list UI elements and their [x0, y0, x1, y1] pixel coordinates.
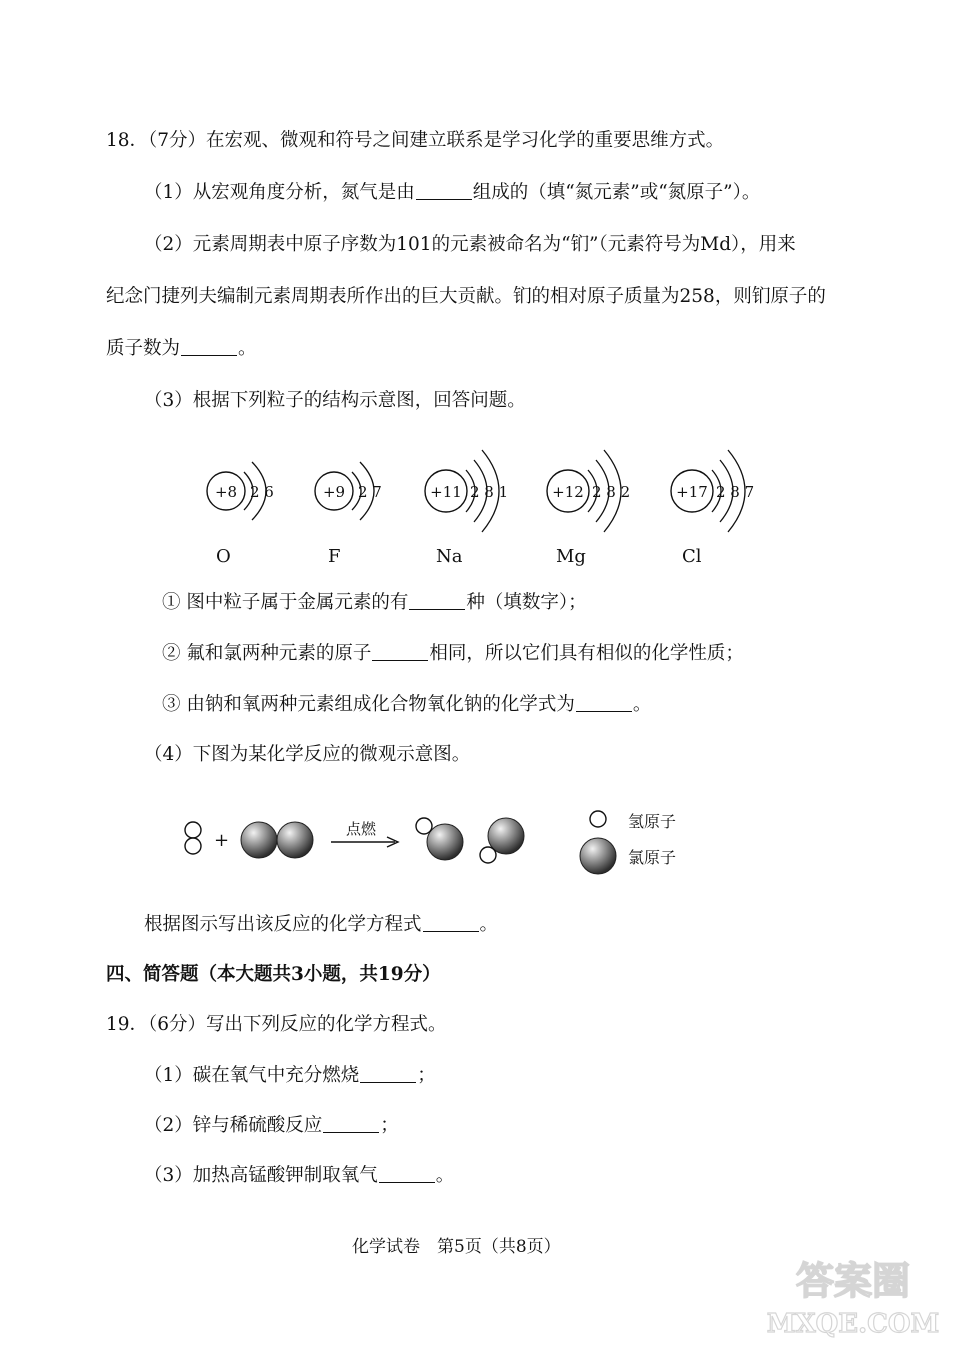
watermark-line2: MXQE.COM — [766, 1309, 940, 1339]
q18-sub2-blank[interactable] — [372, 642, 428, 661]
q18-part2-line2: 纪念门捷列夫编制元素周期表所作出的巨大贡献。钔的相对原子质量为258，则钔原子的 — [106, 286, 826, 307]
nucleus-charge: +12 — [552, 483, 584, 501]
q18-part1 — [144, 180, 760, 206]
q19-title: 19．（6分）写出下列反应的化学方程式。 — [106, 1014, 447, 1035]
q18-sub1 — [162, 590, 587, 616]
reaction-condition: 点燃 — [346, 820, 377, 838]
q19-item1-text-a: （1）碳在氧气中充分燃烧 — [144, 1065, 360, 1086]
legend-chlorine-label: 氯原子 — [628, 848, 677, 867]
electron-counts: 2 8 7 — [716, 483, 755, 501]
q18-sub1-text-b: 种（填数字）； — [466, 592, 587, 613]
watermark-line1: 答案圈 — [795, 1258, 911, 1303]
q19-item1-text-b: ； — [417, 1065, 436, 1086]
q18-sub1-text-a: ① 图中粒子属于金属元素的有 — [162, 592, 409, 613]
atom-diagram-magnesium — [547, 450, 630, 532]
q19-item2 — [144, 1113, 399, 1139]
q18-part4-blank[interactable] — [423, 913, 479, 932]
hydrogen-atom — [480, 847, 496, 863]
q19-item1-blank[interactable] — [360, 1064, 416, 1083]
electron-counts: 2 7 — [358, 483, 382, 501]
hydrogen-atom — [416, 818, 432, 834]
q18-sub2-text-b: 相同，所以它们具有相似的化学性质； — [429, 643, 744, 664]
q19-item3-blank[interactable] — [379, 1164, 435, 1183]
hydrogen-atom — [185, 822, 201, 838]
watermark-logo — [758, 1252, 948, 1342]
q18-part1-blank[interactable] — [416, 181, 472, 200]
q18-part2-line1: （2）元素周期表中原子序数为101的元素被命名为“钔”（元素符号为Md），用来 — [144, 234, 796, 255]
q19-item1 — [144, 1063, 436, 1089]
atom-diagram-oxygen — [207, 462, 274, 520]
q18-part4-answer — [144, 912, 498, 938]
atom-structure-diagrams — [0, 440, 956, 550]
q18-sub2-text-a: ② 氟和氯两种元素的原子 — [162, 643, 372, 664]
q18-sub1-blank[interactable] — [409, 591, 465, 610]
q18-part2-line3 — [106, 336, 257, 362]
q18-part4-text-a: 根据图示写出该反应的化学方程式 — [144, 914, 422, 935]
reaction-diagram — [0, 795, 956, 895]
q18-sub2 — [162, 641, 744, 667]
q19-item2-blank[interactable] — [323, 1114, 379, 1133]
q18-sub3-text-a: ③ 由钠和氧两种元素组成化合物氧化钠的化学式为 — [162, 694, 575, 715]
atom-diagram-chlorine — [671, 450, 754, 532]
hydrogen-atom — [185, 838, 201, 854]
atom-symbol-sodium: Na — [436, 546, 463, 567]
nucleus-charge: +11 — [430, 483, 462, 501]
page-footer: 化学试卷 第5页（共8页） — [352, 1237, 561, 1257]
q18-part4: （4）下图为某化学反应的微观示意图。 — [144, 744, 471, 765]
q18-sub3-blank[interactable] — [576, 693, 632, 712]
atom-diagram-fluorine — [315, 462, 382, 520]
q18-part1-text-b: 组成的（填“氮元素”或“氮原子”）。 — [472, 182, 761, 203]
q18-part2-text-b: 。 — [238, 338, 257, 359]
chlorine-atom — [241, 822, 277, 858]
q18-title: 18．（7分）在宏观、微观和符号之间建立联系是学习化学的重要思维方式。 — [106, 130, 725, 151]
nucleus-charge: +17 — [676, 483, 708, 501]
section-4-title: 四、简答题（本大题共3小题，共19分） — [106, 964, 441, 985]
q18-sub3 — [162, 692, 651, 718]
atom-diagram-sodium — [425, 450, 508, 532]
atom-symbol-oxygen: O — [216, 546, 231, 567]
atom-symbol-chlorine: Cl — [682, 546, 702, 567]
q18-part1-text-a: （1）从宏观角度分析，氮气是由 — [144, 182, 415, 203]
legend-hydrogen-icon — [590, 811, 606, 827]
atom-symbol-fluorine: F — [328, 546, 341, 567]
legend-chlorine-icon — [580, 838, 616, 874]
electron-counts: 2 8 2 — [592, 483, 631, 501]
q18-part2-blank[interactable] — [181, 337, 237, 356]
atom-symbol-magnesium: Mg — [556, 546, 586, 567]
plus-sign: + — [214, 830, 230, 851]
q19-item2-text-a: （2）锌与稀硫酸反应 — [144, 1115, 323, 1136]
electron-counts: 2 6 — [250, 483, 274, 501]
q19-item3-text-a: （3）加热高锰酸钾制取氧气 — [144, 1165, 378, 1186]
q19-item2-text-b: ； — [380, 1115, 399, 1136]
nucleus-charge: +9 — [322, 483, 346, 501]
chlorine-atom — [427, 824, 463, 860]
legend-hydrogen-label: 氢原子 — [628, 812, 677, 831]
q18-part4-text-b: 。 — [479, 914, 499, 935]
q19-item3-text-b: 。 — [435, 1165, 455, 1186]
electron-counts: 2 8 1 — [470, 483, 509, 501]
q18-part3: （3）根据下列粒子的结构示意图，回答问题。 — [144, 390, 526, 411]
chlorine-atom — [277, 822, 313, 858]
nucleus-charge: +8 — [214, 483, 238, 501]
q18-part2-text-a: 质子数为 — [106, 338, 181, 359]
q18-sub3-text-b: 。 — [632, 694, 652, 715]
q19-item3 — [144, 1163, 454, 1189]
